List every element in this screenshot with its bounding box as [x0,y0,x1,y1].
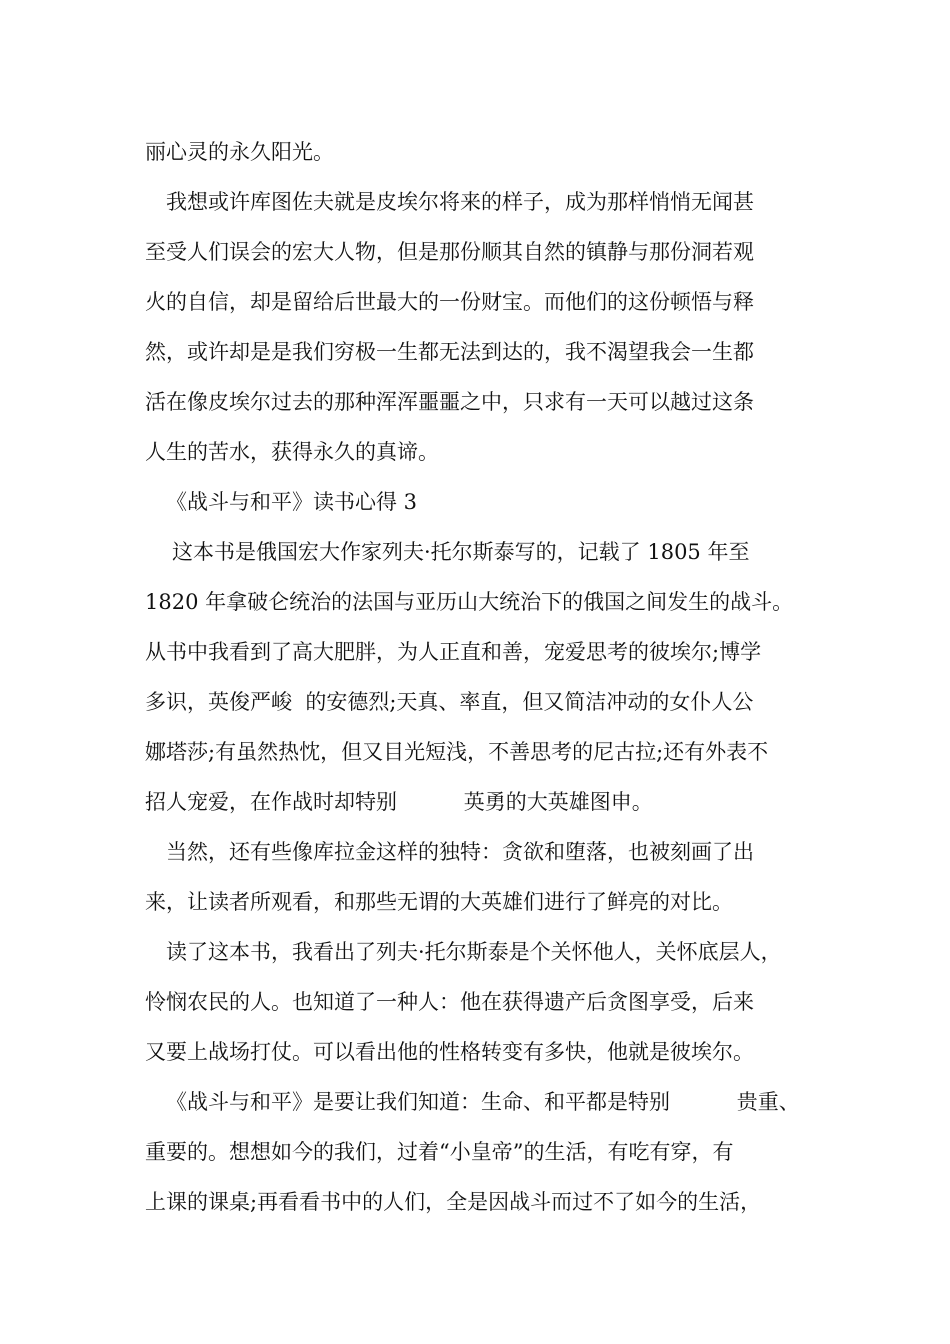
text-line: 活在像皮埃尔过去的那种浑浑噩噩之中，只求有一天可以越过这条 [145,390,754,414]
text-line: 多识，英俊严峻 的安德烈;天真、率直，但又简洁冲动的女仆人公 [145,690,754,714]
text-line: 招人宠爱，在作战时却特别 英勇的大英雄图申。 [145,790,653,814]
text-line: 当然，还有些像库拉金这样的独特：贪欲和堕落，也被刻画了出 [166,840,754,864]
text-line: 至受人们误会的宏大人物，但是那份顺其自然的镇静与那份洞若观 [145,240,754,264]
text-line: 娜塔莎;有虽然热忱，但又目光短浅，不善思考的尼古拉;还有外表不 [145,740,769,764]
text-line: 重要的。想想如今的我们，过着“小皇帝”的生活，有吃有穿，有 [145,1140,734,1164]
section-heading: 《战斗与和平》读书心得 3 [166,490,418,514]
text-line: 来，让读者所观看，和那些无谓的大英雄们进行了鲜亮的对比。 [145,890,733,914]
text-line: 从书中我看到了高大肥胖，为人正直和善，宠爱思考的彼埃尔;博学 [145,640,762,664]
text-line: 丽心灵的永久阳光。 [145,140,334,164]
text-line: 《战斗与和平》是要让我们知道：生命、和平都是特别 贵重、 [166,1090,800,1114]
text-line: 然，或许却是是我们穷极一生都无法到达的，我不渴望我会一生都 [145,340,754,364]
text-line: 上课的课桌;再看看书中的人们，全是因战斗而过不了如今的生活， [145,1190,762,1214]
text-line: 这本书是俄国宏大作家列夫·托尔斯泰写的，记载了 1805 年至 [172,540,750,564]
text-line: 火的自信，却是留给后世最大的一份财宝。而他们的这份顿悟与释 [145,290,754,314]
text-line: 我想或许库图佐夫就是皮埃尔将来的样子，成为那样悄悄无闻甚 [166,190,754,214]
text-line: 人生的苦水，获得永久的真谛。 [145,440,439,464]
text-line: 1820 年拿破仑统治的法国与亚历山大统治下的俄国之间发生的战斗。 [145,590,794,614]
text-line: 又要上战场打仗。可以看出他的性格转变有多快，他就是彼埃尔。 [145,1040,754,1064]
text-line: 怜悯农民的人。也知道了一种人：他在获得遗产后贪图享受，后来 [145,990,754,1014]
text-line: 读了这本书，我看出了列夫·托尔斯泰是个关怀他人，关怀底层人， [166,940,782,964]
